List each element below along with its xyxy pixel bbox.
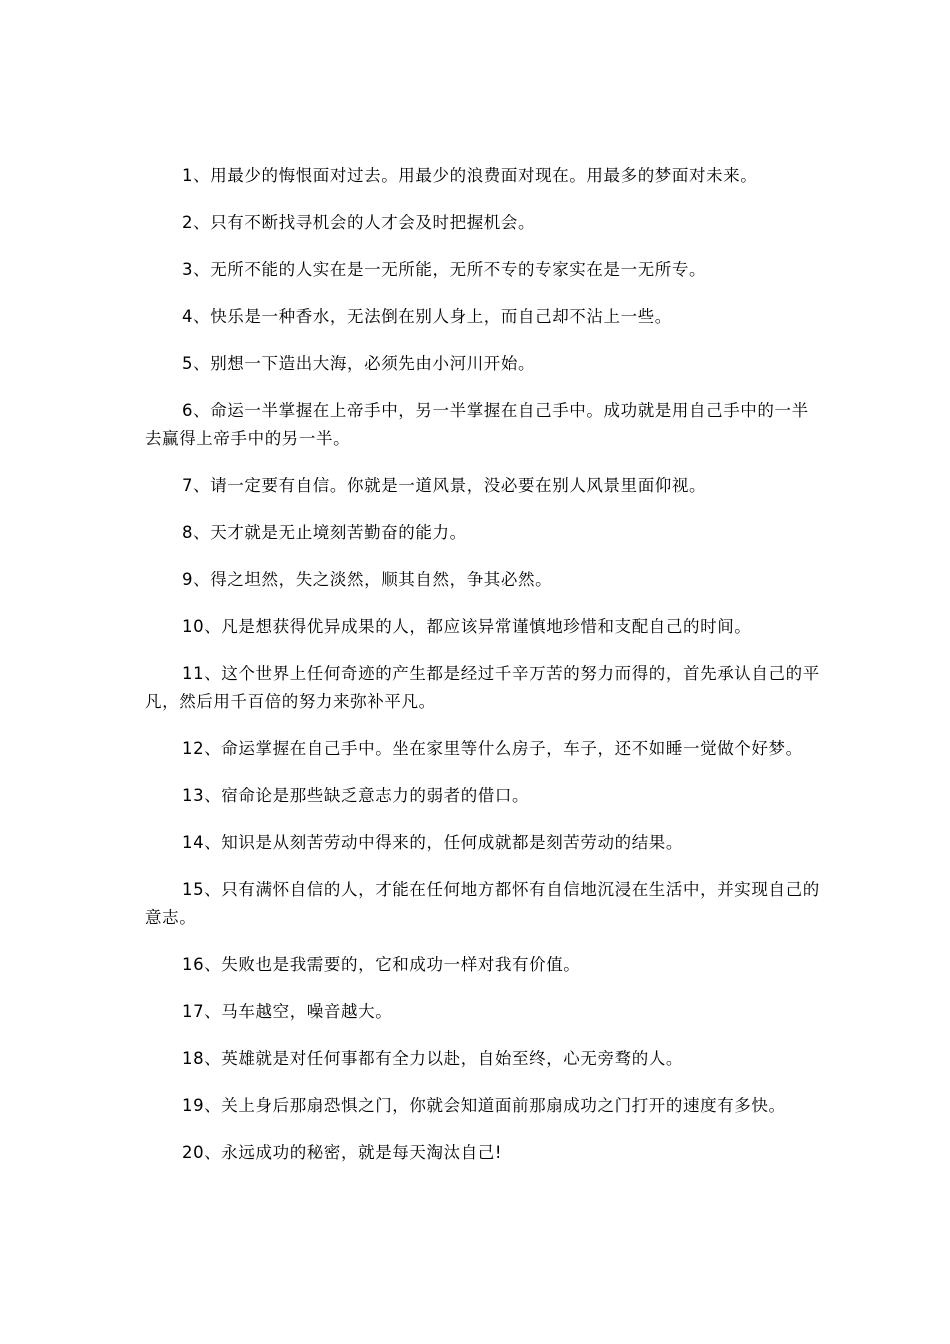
quote-item-16: 16、失败也是我需要的，它和成功一样对我有价值。 — [182, 955, 581, 974]
quote-item-1: 1、用最少的悔恨面对过去。用最少的浪费面对现在。用最多的梦面对未来。 — [182, 166, 758, 185]
quote-item-4: 4、快乐是一种香水，无法倒在别人身上，而自己却不沾上一些。 — [182, 307, 672, 326]
quote-item-18: 18、英雄就是对任何事都有全力以赴，自始至终，心无旁骛的人。 — [182, 1049, 683, 1068]
quote-item-20: 20、永远成功的秘密，就是每天淘汰自己! — [182, 1143, 503, 1162]
quote-item-15: 15、只有满怀自信的人，才能在任何地方都怀有自信地沉浸在生活中，并实现自己的意志。 — [145, 880, 820, 927]
quote-item-12: 12、命运掌握在自己手中。坐在家里等什么房子，车子，还不如睡一觉做个好梦。 — [182, 739, 803, 758]
quote-list — [145, 162, 825, 1186]
quote-item-11: 11、这个世界上任何奇迹的产生都是经过千辛万苦的努力而得的，首先承认自己的平凡，然后用千百倍的努力来弥补平凡。 — [145, 664, 820, 711]
quote-item-5: 5、别想一下造出大海，必须先由小河川开始。 — [182, 354, 536, 373]
quote-item-19: 19、关上身后那扇恐惧之门，你就会知道面前那扇成功之门打开的速度有多快。 — [182, 1096, 786, 1115]
quote-item-14: 14、知识是从刻苦劳动中得来的，任何成就都是刻苦劳动的结果。 — [182, 833, 683, 852]
quote-item-3: 3、无所不能的人实在是一无所能，无所不专的专家实在是一无所专。 — [182, 260, 707, 279]
quote-item-7: 7、请一定要有自信。你就是一道风景，没必要在别人风景里面仰视。 — [182, 476, 707, 495]
quote-item-9: 9、得之坦然，失之淡然，顺其自然，争其必然。 — [182, 570, 553, 589]
quote-item-8: 8、天才就是无止境刻苦勤奋的能力。 — [182, 523, 467, 542]
quote-item-17: 17、马车越空，噪音越大。 — [182, 1002, 393, 1021]
quote-item-13: 13、宿命论是那些缺乏意志力的弱者的借口。 — [182, 786, 530, 805]
quote-item-10: 10、凡是想获得优异成果的人，都应该异常谨慎地珍惜和支配自己的时间。 — [182, 617, 752, 636]
quote-item-2: 2、只有不断找寻机会的人才会及时把握机会。 — [182, 213, 536, 232]
quote-item-6: 6、命运一半掌握在上帝手中，另一半掌握在自己手中。成功就是用自己手中的一半去赢得上帝手中的另一半。 — [145, 401, 809, 448]
